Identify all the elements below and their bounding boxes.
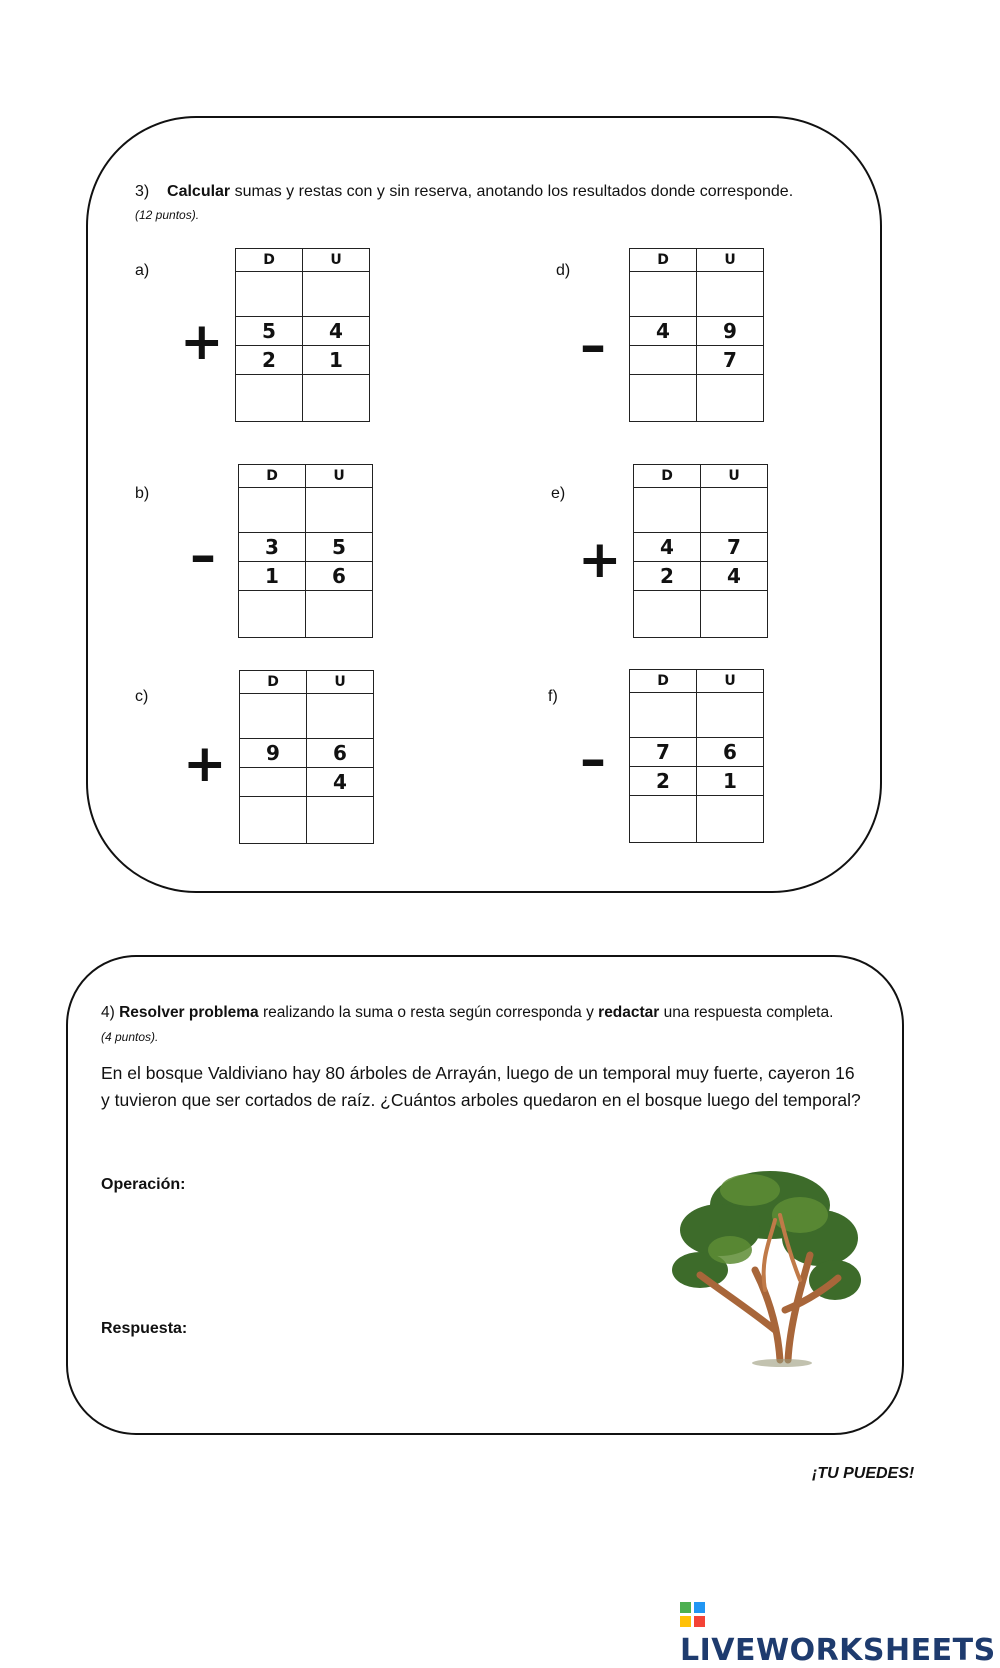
exercise-b-label: b) (135, 485, 150, 502)
answer-area[interactable] (101, 1345, 641, 1405)
encouragement-text: ¡TU PUEDES! (812, 1465, 915, 1482)
exercise-c-grid (239, 670, 374, 844)
top-digit-d: 7 (630, 738, 697, 767)
tens-header: D (240, 671, 307, 694)
units-header: U (303, 249, 370, 272)
carry-cell-d[interactable] (630, 693, 697, 738)
carry-cell-u[interactable] (697, 693, 764, 738)
tens-header: D (239, 465, 306, 488)
bottom-digit-d: 1 (239, 562, 306, 591)
top-digit-u: 6 (307, 739, 374, 768)
carry-cell-d[interactable] (240, 694, 307, 739)
top-digit-d: 5 (236, 317, 303, 346)
exercise-a-grid (235, 248, 370, 422)
bottom-digit-u: 4 (307, 768, 374, 797)
problem-statement: En el bosque Valdiviano hay 80 árboles de Arrayán, luego de un temporal muy fuerte, cayeron 16 y tuvieron que ser cortados de raíz. ¿Cuántos arboles quedaron en el bosque luego del temporal? (101, 1063, 861, 1110)
units-header: U (697, 670, 764, 693)
result-cell-d[interactable] (240, 797, 307, 844)
carry-cell-u[interactable] (697, 272, 764, 317)
bottom-digit-u: 1 (697, 767, 764, 796)
result-cell-u[interactable] (306, 591, 373, 638)
result-cell-d[interactable] (236, 375, 303, 422)
result-cell-d[interactable] (630, 375, 697, 422)
exercise-e-label: e) (551, 485, 566, 502)
result-cell-u[interactable] (697, 375, 764, 422)
exercise-d-label: d) (556, 262, 571, 279)
logo-icon (680, 1602, 706, 1628)
carry-cell-u[interactable] (303, 272, 370, 317)
exercise-b-grid (238, 464, 373, 638)
top-digit-u: 9 (697, 317, 764, 346)
top-digit-d: 4 (634, 533, 701, 562)
top-digit-u: 5 (306, 533, 373, 562)
bottom-digit-d: 2 (236, 346, 303, 375)
units-header: U (697, 249, 764, 272)
top-digit-u: 7 (701, 533, 768, 562)
carry-cell-u[interactable] (307, 694, 374, 739)
bottom-digit-u: 4 (701, 562, 768, 591)
bottom-digit-u: 7 (697, 346, 764, 375)
exercise-a-label: a) (135, 262, 150, 279)
liveworksheets-logo: LIVEWORKSHEETS (680, 1598, 1000, 1668)
top-digit-d: 4 (630, 317, 697, 346)
result-cell-u[interactable] (701, 591, 768, 638)
exercise-4-points: (4 puntos). (101, 1030, 159, 1044)
tree-illustration (660, 1160, 870, 1370)
bottom-digit-d (240, 768, 307, 797)
operation-area[interactable] (101, 1205, 641, 1305)
units-header: U (701, 465, 768, 488)
minus-icon: – (580, 316, 606, 376)
result-cell-u[interactable] (303, 375, 370, 422)
carry-cell-d[interactable] (630, 272, 697, 317)
minus-icon: – (190, 526, 216, 586)
tens-header: D (630, 670, 697, 693)
operation-label: Operación: (101, 1176, 186, 1193)
carry-cell-u[interactable] (306, 488, 373, 533)
answer-label: Respuesta: (101, 1320, 188, 1337)
result-cell-d[interactable] (239, 591, 306, 638)
plus-icon: + (180, 312, 224, 372)
exercise-d-grid (629, 248, 764, 422)
result-cell-u[interactable] (697, 796, 764, 843)
plus-icon: + (183, 734, 227, 794)
bottom-digit-d: 2 (630, 767, 697, 796)
exercise-3-title: 3) Calcular sumas y restas con y sin reserva, anotando los resultados donde corresponde. (135, 183, 794, 200)
exercise-4-title: 4) Resolver problema realizando la suma o resta según corresponda y redactar una respuesta completa. (101, 1004, 834, 1021)
carry-cell-d[interactable] (236, 272, 303, 317)
exercise-c-label: c) (135, 688, 149, 705)
tens-header: D (630, 249, 697, 272)
bottom-digit-u: 6 (306, 562, 373, 591)
exercise-e-grid (633, 464, 768, 638)
bottom-digit-d: 2 (634, 562, 701, 591)
tens-header: D (634, 465, 701, 488)
units-header: U (307, 671, 374, 694)
result-cell-u[interactable] (307, 797, 374, 844)
tens-header: D (236, 249, 303, 272)
carry-cell-u[interactable] (701, 488, 768, 533)
exercise-f-grid (629, 669, 764, 843)
bottom-digit-u: 1 (303, 346, 370, 375)
exercise-f-label: f) (548, 688, 558, 705)
carry-cell-d[interactable] (634, 488, 701, 533)
minus-icon: – (580, 730, 606, 790)
units-header: U (306, 465, 373, 488)
plus-icon: + (578, 530, 622, 590)
result-cell-d[interactable] (630, 796, 697, 843)
top-digit-d: 3 (239, 533, 306, 562)
top-digit-d: 9 (240, 739, 307, 768)
exercise-3-points: (12 puntos). (135, 208, 200, 222)
top-digit-u: 4 (303, 317, 370, 346)
carry-cell-d[interactable] (239, 488, 306, 533)
result-cell-d[interactable] (634, 591, 701, 638)
bottom-digit-d (630, 346, 697, 375)
top-digit-u: 6 (697, 738, 764, 767)
